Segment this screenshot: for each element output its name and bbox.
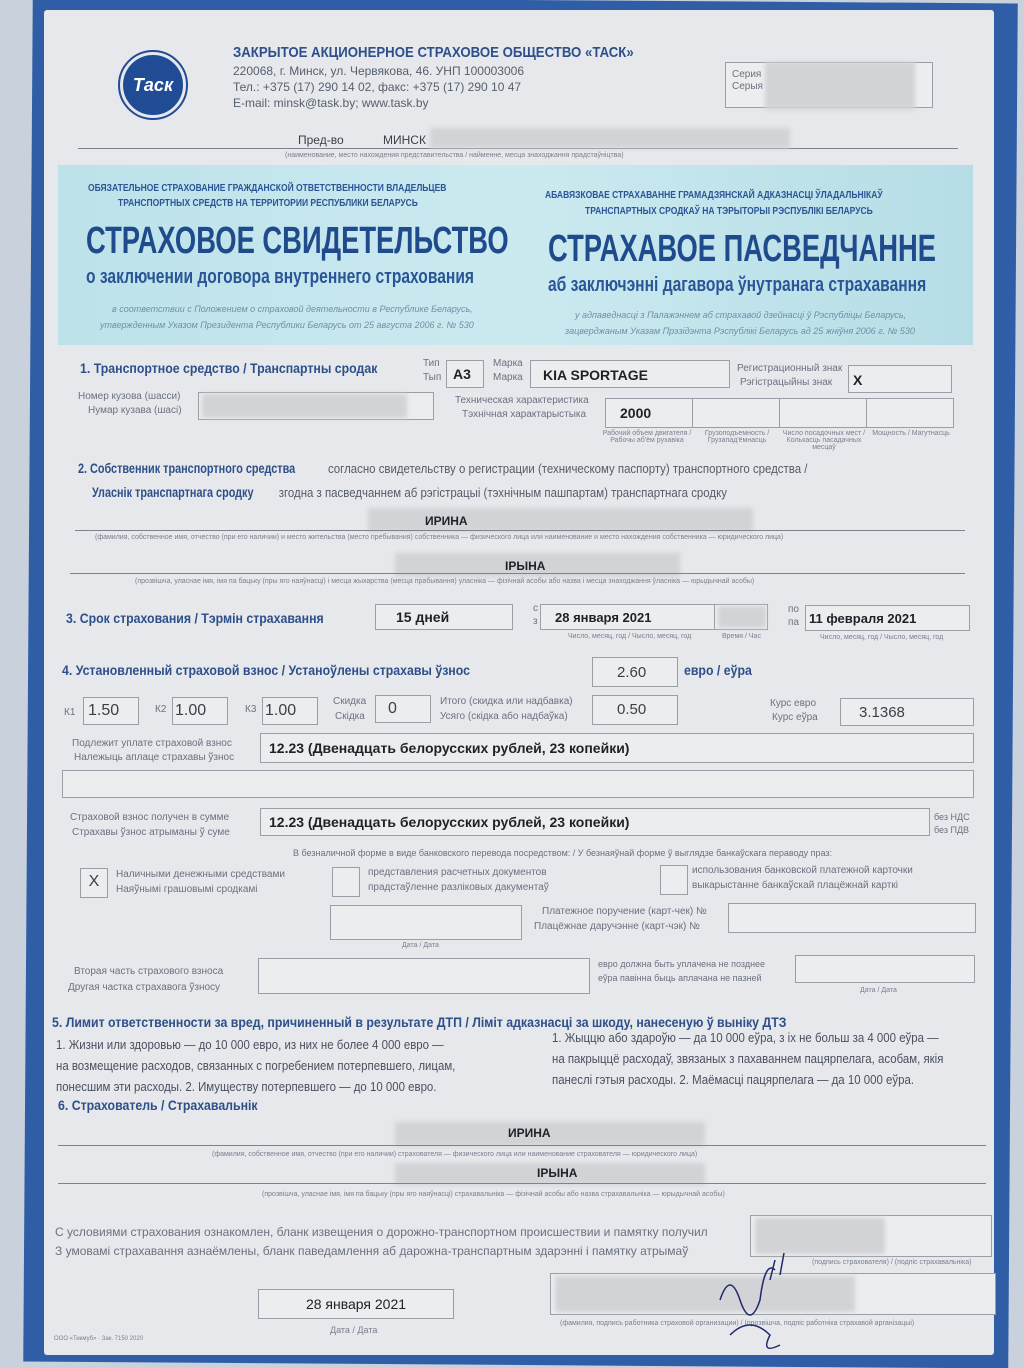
received-label-by: Страхавы ўзнос атрыманы ў суме <box>72 827 230 838</box>
received-amount-field: 12.23 (Двенадцать белорусских рублей, 23 копейки) <box>260 808 930 836</box>
certificate-subtitle-by: аб заключэнні дагавора ўнутранага страхавання <box>548 274 927 296</box>
agent-caption: (фамилия, подпись работника страховой организации) / (прозвішча, подпіс работніка страхавой арганізацыі) <box>560 1320 915 1327</box>
power-caption: Мощность / Магутнасць <box>872 430 950 437</box>
company-email: E-mail: minsk@task.by; www.task.by <box>233 96 429 110</box>
k2-field: 1.00 <box>172 697 228 725</box>
load-capacity-field <box>692 398 780 428</box>
payment-date-field <box>330 905 522 940</box>
discount-field: 0 <box>375 695 431 723</box>
docs-checkbox[interactable] <box>332 867 360 897</box>
order-label-by: Плацёжнае даручэнне (карт-чэк) № <box>534 921 700 932</box>
k3-label: К3 <box>245 704 257 715</box>
start-date-caption: Число, месяц, год / Чысло, месяц, год <box>568 633 692 640</box>
docs-label-ru: представления расчетных документов <box>368 867 547 878</box>
discount-label-ru: Скидка <box>333 696 367 707</box>
rate-label-by: Курс еўра <box>772 712 818 723</box>
series-label-ru: Серия <box>732 69 762 80</box>
end-date-caption: Число, месяц, год / Чысло, месяц, год <box>820 634 944 641</box>
docs-label-by: прадстаўленне разліковых дакументаў <box>368 882 549 893</box>
limits-ru <box>56 1034 455 1097</box>
series-label-by: Серыя <box>732 81 763 92</box>
vin-label-by: Нумар кузава (шасі) <box>88 405 182 416</box>
discount-label-by: Скідка <box>335 711 365 722</box>
owner-caption-ru: (фамилия, собственное имя, отчество (при его наличии) и место жительства (место пребывания) собственника — физического лица или наименование и место нахождения собственника — юридического лица) <box>95 534 784 541</box>
limits-by <box>552 1027 943 1090</box>
from-label-ru: с <box>533 603 538 614</box>
k1-field: 1.50 <box>83 697 139 725</box>
reg-number-field: X <box>848 365 952 393</box>
rate-field: 3.1368 <box>840 698 974 726</box>
time-caption: Время / Час <box>722 633 761 640</box>
to-label-by: па <box>788 617 799 628</box>
handwritten-signature <box>700 1240 830 1350</box>
term-field: 15 дней <box>375 604 513 630</box>
tech-label-ru: Техническая характеристика <box>455 395 589 406</box>
company-address: 220068, г. Минск, ул. Червякова, 46. УНП 100003006 <box>233 64 524 78</box>
second-part-label-ru: Вторая часть страхового взноса <box>74 966 224 977</box>
to-label-ru: по <box>788 604 799 615</box>
section2-text-by: згодна з пасведчаннем аб рэгістрацыі (тэхнічным пашпартам) транспартнага сродку <box>278 485 727 500</box>
cash-checkbox[interactable]: X <box>80 868 108 898</box>
banner-right-line1: АБАВЯЗКОВАЕ СТРАХАВАННЕ ГРАМАДЗЯНСКАЙ АДКАЗНАСЦІ ЎЛАДАЛЬНІКАЎ <box>545 190 883 201</box>
section2-text-ru: согласно свидетельству о регистрации (техническому паспорту) транспортного средства / <box>327 461 808 476</box>
insured-caption-by: (прозвішча, уласнае імя, імя па бацьку (пры яго наяўнасці) страхавальніка — фізічнай асобы або назва страхавальніка — юрыдычнай асобы) <box>262 1191 725 1198</box>
type-label-ru: Тип <box>423 358 440 369</box>
signature-caption: (подпись страхователя) / (подпіс страхавальніка) <box>812 1259 972 1266</box>
section2-heading-ru: 2. Собственник транспортного средства <box>78 460 296 476</box>
issue-date-field: 28 января 2021 <box>258 1289 454 1319</box>
card-checkbox[interactable] <box>660 865 688 895</box>
banner-right-note1: у адпаведнасці з Палажэннем аб страхавой дзейнасці ў Рэспубліцы Беларусь, <box>575 310 907 320</box>
vat-label-by: без ПДВ <box>934 825 970 835</box>
vehicle-type-field: А3 <box>446 360 484 388</box>
order-number-field <box>728 903 976 933</box>
vehicle-make-field: KIA SPORTAGE <box>530 360 730 388</box>
engine-caption: Рабочий объем двигателя / Рабочы аб'ём рухавіка <box>602 430 692 444</box>
make-label-by: Марка <box>493 372 523 383</box>
payment-date-caption: Дата / Дата <box>402 942 439 949</box>
vat-label-ru: без НДС <box>934 812 970 822</box>
card-label-by: выкарыстанне банкаўскай плацёжнай карткі <box>692 880 898 891</box>
load-caption: Грузоподъемность / Грузапад'ёмнасць <box>704 430 770 444</box>
seats-field <box>779 398 867 428</box>
due-amount-field: 12.23 (Двенадцать белорусских рублей, 23 копейки) <box>260 733 974 763</box>
rate-label-ru: Курс евро <box>770 698 817 709</box>
card-label-ru: использования банковской платежной карточки <box>692 865 913 876</box>
deadline-caption: Дата / Дата <box>860 987 897 994</box>
certificate-title-ru: СТРАХОВОЕ СВИДЕТЕЛЬСТВО <box>86 220 509 262</box>
limits-by-line1: 1. Жыццю або здароўю — да 10 000 еўра, з іх не больш за 4 000 еўра — <box>552 1030 939 1045</box>
owner-name-by: ІРЫНА <box>505 559 546 573</box>
limits-by-line2: на пакрыццё расходаў, звязаных з пахаваннем пацярпелага, асобам, якія <box>552 1051 944 1066</box>
k3-field: 1.00 <box>262 697 318 725</box>
received-label-ru: Страховой взнос получен в сумме <box>70 812 230 823</box>
total-label-ru: Итого (скидка или надбавка) <box>440 696 573 707</box>
premium-currency: евро / еўра <box>684 662 752 678</box>
type-label-by: Тып <box>423 372 442 383</box>
power-field <box>866 398 954 428</box>
deadline-label-by: еўра павінна быць аплачана не пазней <box>598 973 762 983</box>
company-phone: Тел.: +375 (17) 290 14 02, факс: +375 (17) 290 10 47 <box>233 80 522 94</box>
banner-left-note2: утвержденным Указом Президента Республики Беларусь от 25 августа 2006 г. № 530 <box>100 320 474 330</box>
insured-caption-ru: (фамилия, собственное имя, отчество (при его наличии) страхователя — физического лица или наименование страхователя — юридического лица) <box>212 1151 698 1158</box>
section1-heading: 1. Транспортное средство / Транспартны сродак <box>80 360 378 376</box>
k1-label: К1 <box>64 707 76 718</box>
insured-name-by: ІРЫНА <box>537 1166 578 1180</box>
redacted-time <box>718 606 766 628</box>
order-label-ru: Платежное поручение (карт-чек) № <box>542 906 707 917</box>
section2-heading-by: Уласнік транспартнага сродку <box>92 484 254 500</box>
limits-ru-line1: 1. Жизни или здоровью — до 10 000 евро, из них не более 4 000 евро — <box>56 1037 444 1052</box>
office-caption: (наименование, место нахождения представительства / найменне, месца знаходжання прадстаўніцтва) <box>285 152 624 159</box>
total-field: 0.50 <box>592 695 678 725</box>
limits-by-line3: панеслі гэтыя расходы. 2. Маёмасці пацярпелага — да 10 000 еўра. <box>552 1072 915 1087</box>
make-label-ru: Марка <box>493 358 523 369</box>
limits-ru-line2: на возмещение расходов, связанных с погребением потерпевшего, лицам, <box>56 1058 456 1073</box>
certificate-title-by: СТРАХАВОЕ ПАСВЕДЧАННЕ <box>548 228 937 270</box>
redacted-vin <box>202 394 407 418</box>
premium-field: 2.60 <box>592 657 678 687</box>
reg-label-by: Рэгістрацыйны знак <box>740 377 833 388</box>
section2-line1 <box>78 460 807 476</box>
certificate-subtitle-ru: о заключении договора внутреннего страхования <box>86 266 475 288</box>
office-value: МИНСК <box>383 133 426 147</box>
noncash-text: В безналичной форме в виде банковского перевода посредством: / У безнаяўнай форме ў выглядзе банкаўскага пераводу праз: <box>293 848 832 858</box>
start-date-field: 28 января 2021 <box>540 604 715 630</box>
section2-line2 <box>92 484 727 500</box>
owner-caption-by: (прозвішча, уласнае імя, імя па бацьку (пры яго наяўнасці) і месца жыхарства (месца прабывання) уласніка — фізічнай асобы або назва і месца знаходжання ўласніка — юрыдычнай асобы) <box>135 578 755 585</box>
due-label-by: Належыць аплаце страхавы ўзнос <box>74 752 235 763</box>
limits-ru-line3: понесшим эти расходы. 2. Имуществу потерпевшего — до 10 000 евро. <box>56 1079 437 1094</box>
printer-imprint: ООО «Тикмуб» · Зак. 7150 2020 <box>54 1336 144 1342</box>
insured-name-ru: ИРИНА <box>508 1126 551 1140</box>
cash-label-ru: Наличными денежными средствами <box>116 869 285 880</box>
issue-date-caption: Дата / Дата <box>330 1325 378 1335</box>
reg-label-ru: Регистрационный знак <box>737 363 843 374</box>
tech-label-by: Тэхнічная характарыстыка <box>462 409 587 420</box>
banner-left-note1: в соответствии с Положением о страховой деятельности в Республике Беларусь, <box>112 304 473 314</box>
second-part-field <box>258 958 590 994</box>
task-logo <box>120 52 186 118</box>
banner-right-line2: ТРАНСПАРТНЫХ СРОДКАЎ НА ТЭРЫТОРЫІ РЭСПУБЛІКІ БЕЛАРУСЬ <box>585 206 873 217</box>
second-part-label-by: Другая частка страхавога ўзносу <box>68 982 221 993</box>
deadline-label-ru: евро должна быть уплачена не позднее <box>598 959 766 969</box>
k2-label: К2 <box>155 704 167 715</box>
due-label-ru: Подлежит уплате страховой взнос <box>72 738 232 749</box>
terms-ack-by: З умовамі страхавання азнаёмлены, бланк паведамлення аб дарожна-транспартным здарэнні і памятку атрымаў <box>55 1244 689 1258</box>
extra-field <box>62 770 974 798</box>
redacted-office <box>430 128 790 148</box>
cash-label-by: Наяўнымі грашовымі сродкамі <box>116 884 258 895</box>
seats-caption: Число посадочных мест / Колькасць пасадачных месцаў <box>782 430 866 451</box>
vin-label-ru: Номер кузова (шасси) <box>78 391 181 402</box>
office-label: Пред-во <box>298 133 344 147</box>
banner-right-note2: зацверджаным Указам Прэзідэнта Рэспублікі Беларусь ад 25 жніўня 2006 г. № 530 <box>565 326 915 336</box>
banner-left-line2: ТРАНСПОРТНЫХ СРЕДСТВ НА ТЕРРИТОРИИ РЕСПУБЛИКИ БЕЛАРУСЬ <box>118 198 418 209</box>
total-label-by: Усяго (скідка або надбаўка) <box>440 711 568 722</box>
logo-text: Таск <box>132 74 174 95</box>
engine-volume-field: 2000 <box>605 398 693 428</box>
from-label-by: з <box>533 616 538 627</box>
company-name: ЗАКРЫТОЕ АКЦИОНЕРНОЕ СТРАХОВОЕ ОБЩЕСТВО «ТАСК» <box>233 44 634 61</box>
deadline-field <box>795 955 975 983</box>
redacted-series <box>765 62 915 110</box>
owner-name-ru: ИРИНА <box>425 514 468 528</box>
section5-heading: 5. Лимит ответственности за вред, причиненный в результате ДТП / Ліміт адказнасці за шкоду, нанесеную ў выніку ДТЗ <box>52 1014 787 1030</box>
section3-heading: 3. Срок страхования / Тэрмін страхавання <box>66 610 324 626</box>
banner-left-line1: ОБЯЗАТЕЛЬНОЕ СТРАХОВАНИЕ ГРАЖДАНСКОЙ ОТВЕТСТВЕННОСТИ ВЛАДЕЛЬЦЕВ <box>88 183 447 194</box>
section4-heading: 4. Установленный страховой взнос / Устаноўлены страхавы ўзнос <box>62 662 470 678</box>
terms-ack-ru: С условиями страхования ознакомлен, бланк извещения о дорожно-транспортном происшествии и памятку получил <box>55 1225 708 1239</box>
end-date-field: 11 февраля 2021 <box>805 605 970 631</box>
section6-heading: 6. Страхователь / Страхавальнік <box>58 1097 258 1113</box>
